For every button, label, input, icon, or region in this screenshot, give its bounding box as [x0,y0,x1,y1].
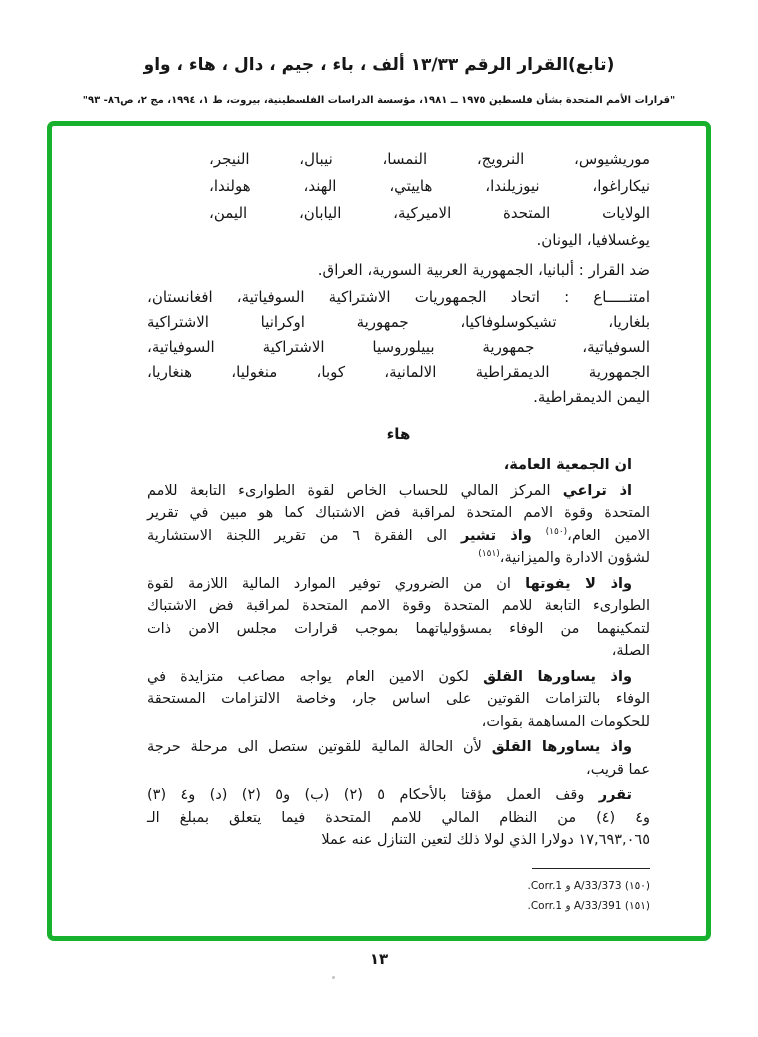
text-segment: نيكاراغوا، نيوزيلندا، هاييتي، الهند، هولندا، [209,177,650,195]
text-line [147,454,650,477]
text-segment: عما قريب، [586,761,650,778]
text-segment: موريشيوس، النرويج، النمسا، نيبال، النيجر، [209,150,650,168]
text-segment: امتنـــــاع : اتحاد الجمهوريات الاشتراكية السوفياتية، افغانستان، [147,288,650,306]
text-segment: يوغسلافيا، اليونان. [536,231,650,249]
text-segment: الوفاء بالتزامات القوتين على اساس جار، وخاصة الالتزامات المستحقة [147,691,650,707]
text-segment: الى الفقرة ٦ من تقرير اللجنة الاستشارية [147,527,461,544]
text-segment: وقف العمل مؤقتا بالأحكام ٥ (٢) (ب) و٥ (٢) (د) و٤ (٣) [147,787,599,803]
text-line [147,595,650,618]
footnotes-section [528,868,651,916]
text-segment: الجمهورية الديمقراطية الالمانية، كوبا، منغوليا، هنغاريا، [147,363,650,381]
vote-against-line [147,258,650,283]
text-segment: الصلة، [611,643,650,659]
text-line [147,258,650,283]
text-line [147,688,650,711]
text-line [209,200,650,227]
text-segment: لأن الحالة المالية للقوتين ستصل الى مرحلة حرجة [147,739,492,755]
text-segment: اليمن الديمقراطية. [533,388,650,406]
text-segment: واذ يساورها القلق [491,739,632,755]
text-line [147,480,650,503]
content-border-box [47,121,711,941]
page-number: ١٣ [369,950,389,968]
section-heading-ha [147,422,650,446]
text-line [147,829,650,852]
text-segment: ١٧,٦٩٣,٠٦٥ دولارا الذي لولا ذلك لتعين التنازل عنه عملا [321,832,650,848]
text-line [147,573,650,596]
preamble-paragraph-3 [147,666,650,734]
text-line [147,422,650,446]
text-line [147,784,650,807]
text-segment: الولايات المتحدة الاميركية، اليابان، اليمن، [209,204,650,222]
text-segment: (١٥١) [478,549,500,560]
text-segment: لشؤون الادارة والميزانية، [499,550,650,566]
text-segment: اذ تراعي [562,482,632,499]
text-line [147,285,650,310]
text-line [147,807,650,830]
text-line [147,666,650,689]
text-line [209,173,650,200]
text-line [147,335,650,360]
text-segment: واذ لا يفوتها [525,575,632,592]
text-segment [532,528,546,544]
text-line [147,385,650,410]
text-segment: تقرر [598,787,632,803]
text-segment: الطوارىء التابعة للامم المتحدة وقوة الامم المتحدة لمراقبة فض الاشتباك [147,598,650,614]
text-segment: ان الجمعية العامة، [503,457,632,473]
operative-paragraph-1 [147,784,650,852]
text-segment: المتحدة وقوة الامم المتحدة لمراقبة فض الاشتباك كما هو مبين في تقرير [147,505,650,521]
text-segment: لكون الامين العام يواجه مصاعب متزايدة في [147,668,484,685]
text-segment: (١٥٠) [545,526,568,537]
text-line [147,711,650,734]
vote-for-country-list [147,146,650,254]
text-line [147,502,650,525]
footnote-item: (١٥١) A/33/391 و Corr.1. [527,900,650,912]
text-line [147,759,650,782]
text-segment: و٤ (٤) من النظام المالي للامم المتحدة فيما يتعلق بمبلغ الـ [147,809,650,826]
document-title: (تابع)القرار الرقم ١٣/٣٣ ألف ، باء ، جيم ، دال ، هاء ، واو [143,55,615,75]
text-line [147,736,650,759]
assembly-opening-line [147,454,650,477]
text-segment: واذ تشير [460,527,532,544]
text-segment: ضد القرار : ألبانيا، الجمهورية العربية السورية، العراق. [317,261,650,279]
text-segment: لتمكينهما من الوفاء بمسؤولياتهما بموجب قرارات مجلس الامن ذات [147,620,650,637]
text-line [209,146,650,173]
document-body [52,126,706,936]
footnote-list [528,876,651,916]
text-segment: المركز المالي للحساب الخاص لقوة الطوارىء التابعة للامم [147,482,563,499]
vote-abstain-paragraph [147,285,650,410]
preamble-paragraph-2 [147,573,650,663]
footnote-item: (١٥٠) A/33/373 و Corr.1. [527,880,650,892]
text-segment: ان من الضروري توفير الموارد المالية اللازمة لقوة [147,575,526,592]
preamble-paragraph-4 [147,736,650,781]
preamble-paragraph-1 [147,480,650,570]
text-line [147,640,650,663]
text-line [147,310,650,335]
text-line [147,360,650,385]
source-citation: "قرارات الأمم المتحدة بشأن فلسطين ١٩٧٥ ــ ١٩٨١، مؤسسة الدراسات الفلسطينية، بيروت، ط ١، ١٩٩٤، مج ٢، ص٨٦- ٩٣" [82,95,676,106]
text-segment: هاء [386,425,411,443]
text-line [147,618,650,641]
text-segment: واذ يساورها القلق [483,668,632,685]
scan-artifact-dot [332,976,335,979]
text-line [209,227,650,254]
footnote-divider [532,868,650,869]
text-segment: الامين العام، [567,527,651,544]
text-segment: بلغاريا، تشيكوسلوفاكيا، جمهورية اوكرانيا الاشتراكية [147,313,650,331]
text-line [147,525,650,548]
text-segment: للحكومات المساهمة بقوات، [481,713,650,730]
text-segment: السوفياتية، جمهورية بييلوروسيا الاشتراكية السوفياتية، [147,338,650,356]
text-line [147,547,650,570]
